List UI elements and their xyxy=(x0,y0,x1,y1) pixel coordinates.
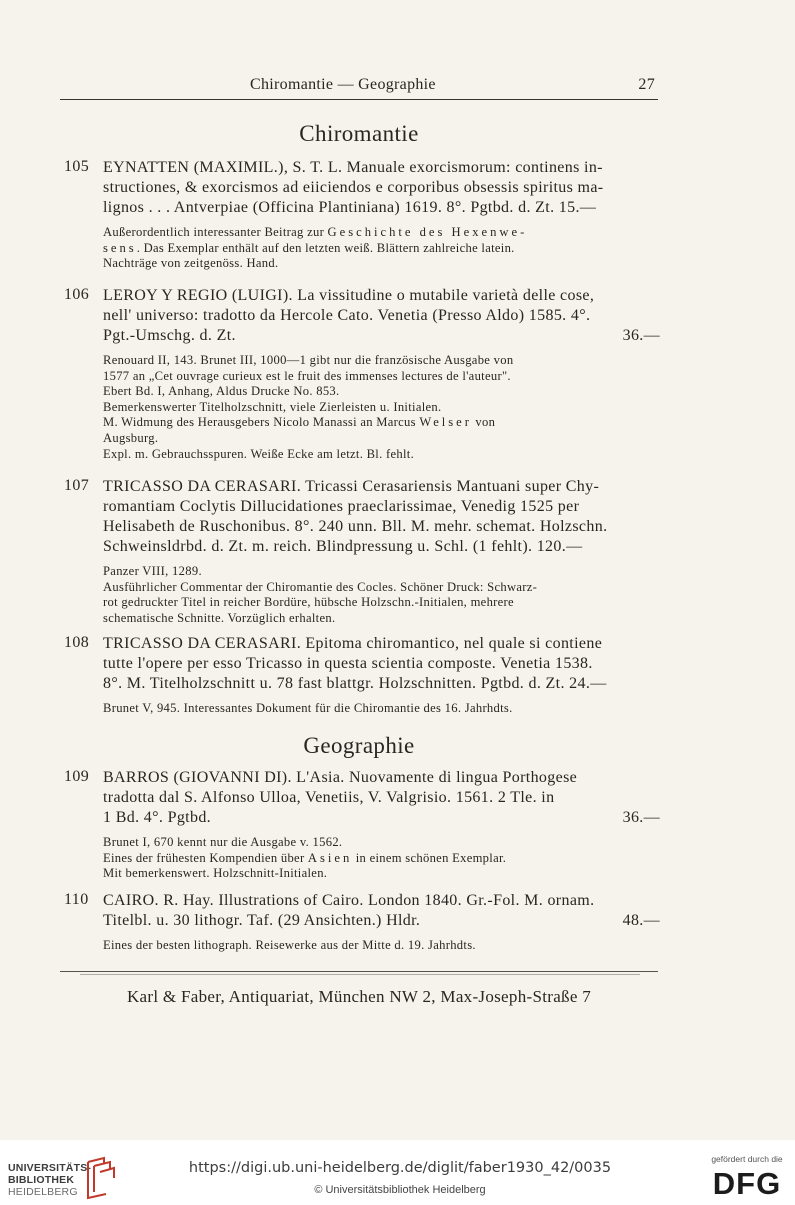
note-line xyxy=(103,369,660,385)
description-line: TRICASSO DA CERASARI. Tricassi Cerasariensis Mantuani super Chy- xyxy=(103,478,600,495)
section-title-chiromantie: Chiromantie xyxy=(299,121,419,146)
note-line xyxy=(103,447,660,463)
note-line xyxy=(103,225,660,241)
note-text: Brunet V, 945. Interessantes Dokument für die Chiromantie des 16. Jahrhdts. xyxy=(103,701,513,715)
note-text: in einem schönen Exemplar. xyxy=(352,850,507,865)
page-header xyxy=(60,76,655,98)
note-text: Außerordentlich interessanter Beitrag zur xyxy=(103,225,328,239)
note-line xyxy=(103,611,660,627)
note-line xyxy=(103,384,660,400)
permalink-url[interactable]: https://digi.ub.uni-heidelberg.de/diglit/faber1930_42/0035 xyxy=(188,1160,612,1176)
note-spaced-text: Asien xyxy=(307,850,353,865)
description-line: structiones, & exorcismos ad eiiciendos e corporibus obsessis spiritus ma- xyxy=(103,179,604,196)
note-text: Panzer VIII, 1289. xyxy=(103,564,202,578)
note-line xyxy=(103,256,660,272)
description-line: CAIRO. R. Hay. Illustrations of Cairo. London 1840. Gr.-Fol. M. ornam. xyxy=(103,892,595,909)
dfg-logo[interactable]: DFG xyxy=(712,1166,782,1201)
entry-notes xyxy=(103,701,660,717)
section-title-geographie: Geographie xyxy=(303,733,415,758)
entry-notes xyxy=(103,225,660,272)
note-text: von xyxy=(471,415,496,430)
note-text: Nachträge von zeitgenöss. Hand. xyxy=(103,256,279,271)
note-line xyxy=(103,938,660,954)
entry-description xyxy=(103,634,660,694)
entry-price: 48.— xyxy=(622,912,660,929)
description-line: lignos . . . Antverpiae (Officina Plantiniana) 1619. 8°. Pgtbd. d. Zt. 15.— xyxy=(103,199,597,216)
entry-description xyxy=(103,158,660,218)
description-price-line xyxy=(103,911,660,931)
note-text: 1577 an „Cet ouvrage curieux est le fruit des immenses lectures de l'auteur". xyxy=(103,368,511,383)
funding-caption: gefördert durch die xyxy=(711,1154,783,1164)
note-line xyxy=(103,580,660,596)
publisher-imprint: Karl & Faber, Antiquariat, München NW 2, Max-Joseph-Straße 7 xyxy=(126,987,592,1006)
entry-notes xyxy=(103,835,660,882)
footer-rule-thin xyxy=(80,974,640,975)
note-line xyxy=(103,835,660,851)
ub-heidelberg-logo[interactable] xyxy=(8,1156,118,1200)
note-line xyxy=(103,400,660,416)
description-line: Schweinsldrbd. d. Zt. m. reich. Blindpressung u. Schl. (1 fehlt). 120.— xyxy=(103,538,583,555)
catalog-entry-109 xyxy=(64,768,660,882)
entry-description xyxy=(103,768,660,828)
entry-price: 36.— xyxy=(622,809,660,826)
entry-description xyxy=(103,286,660,346)
note-text: Ebert Bd. I, Anhang, Aldus Drucke No. 853. xyxy=(103,384,340,399)
catalog-entry-106 xyxy=(64,286,660,462)
note-text: M. Widmung des Herausgebers Nicolo Manassi an Marcus xyxy=(103,415,420,430)
note-text: Augsburg. xyxy=(103,430,159,445)
running-title: Chiromantie — Geographie xyxy=(250,76,436,93)
entry-number: 110 xyxy=(64,891,89,908)
description-line: Titelbl. u. 30 lithogr. Taf. (29 Ansichten.) Hldr. xyxy=(103,912,421,929)
copyright-notice: © Universitätsbibliothek Heidelberg xyxy=(314,1184,486,1196)
description-price-line xyxy=(103,326,660,346)
footer-rule xyxy=(60,971,658,972)
catalog-entry-105 xyxy=(64,158,660,272)
description-line: 8°. M. Titelholzschnitt u. 78 fast blattgr. Holzschnitten. Pgtbd. d. Zt. 24.— xyxy=(103,675,607,692)
note-line xyxy=(103,353,660,369)
page-number: 27 xyxy=(638,76,655,93)
entry-number: 109 xyxy=(64,768,90,785)
description-price-line xyxy=(103,808,660,828)
note-line xyxy=(103,431,660,447)
note-text: Brunet I, 670 kennt nur die Ausgabe v. 1562. xyxy=(103,835,343,849)
library-emblem-icon xyxy=(84,1156,116,1200)
note-spaced-text: Welser xyxy=(419,415,472,430)
note-line xyxy=(103,595,660,611)
note-text: rot gedruckter Titel in reicher Bordüre, hübsche Holzschn.-Initialen, mehrere xyxy=(103,595,514,610)
description-line: LEROY Y REGIO (LUIGI). La vissitudine o mutabile varietà delle cose, xyxy=(103,287,595,304)
entry-notes xyxy=(103,564,660,626)
description-line: Pgt.-Umschg. d. Zt. xyxy=(103,327,236,344)
description-line: romantiam Coclytis Dillucidationes praeclarissimae, Venedig 1525 per xyxy=(103,498,580,515)
entry-number: 105 xyxy=(64,158,90,175)
note-line xyxy=(103,851,660,867)
note-line xyxy=(103,564,660,580)
entry-number: 107 xyxy=(64,477,90,494)
description-line: BARROS (GIOVANNI DI). L'Asia. Nuovamente di lingua Porthogese xyxy=(103,769,578,786)
description-line: Helisabeth de Ruschonibus. 8°. 240 unn. Bll. M. mehr. schemat. Holzschn. xyxy=(103,518,608,535)
description-line: TRICASSO DA CERASARI. Epitoma chiromantico, nel quale si contiene xyxy=(103,635,603,652)
entry-number: 108 xyxy=(64,634,90,651)
catalog-entry-108 xyxy=(64,634,660,717)
entry-description xyxy=(103,477,660,557)
note-text: . Das Exemplar enthält auf den letzten weiß. Blättern zahlreiche latein. xyxy=(136,240,515,255)
entry-notes xyxy=(103,353,660,462)
note-text: Eines der frühesten Kompendien über xyxy=(103,850,308,865)
note-line xyxy=(103,701,660,717)
note-text: schematische Schnitte. Vorzüglich erhalten. xyxy=(103,610,336,625)
catalog-entry-110 xyxy=(64,891,660,954)
note-text: Bemerkenswerter Titelholzschnitt, viele Zierleisten u. Initialen. xyxy=(103,399,442,414)
note-text: Eines der besten lithograph. Reisewerke aus der Mitte d. 19. Jahrhdts. xyxy=(103,938,476,952)
library-name-line3: HEIDELBERG xyxy=(8,1186,78,1198)
note-text: Mit bemerkenswert. Holzschnitt-Initialen. xyxy=(103,866,328,881)
description-line: nell' universo: tradotto da Hercole Cato. Venetia (Presso Aldo) 1585. 4°. xyxy=(103,307,591,324)
entry-number: 106 xyxy=(64,286,90,303)
entry-notes xyxy=(103,938,660,954)
note-line xyxy=(103,866,660,882)
note-line xyxy=(103,241,660,257)
note-text: Renouard II, 143. Brunet III, 1000—1 gibt nur die französische Ausgabe von xyxy=(103,353,514,367)
library-name-line2: BIBLIOTHEK xyxy=(8,1174,75,1186)
description-line: EYNATTEN (MAXIMIL.), S. T. L. Manuale exorcismorum: continens in- xyxy=(103,159,603,176)
catalog-entry-107 xyxy=(64,477,660,626)
header-rule xyxy=(60,99,658,100)
note-spaced-text: Geschichte des Hexenwe- xyxy=(327,225,528,239)
library-name-line1: UNIVERSITÄTS- xyxy=(8,1162,92,1174)
description-line: 1 Bd. 4°. Pgtbd. xyxy=(103,809,212,826)
note-spaced-text: sens xyxy=(103,240,137,255)
note-text: Ausführlicher Commentar der Chiromantie des Cocles. Schöner Druck: Schwarz- xyxy=(103,579,538,594)
entry-description xyxy=(103,891,660,931)
description-line: tradotta dal S. Alfonso Ulloa, Venetiis, V. Valgrisio. 1561. 2 Tle. in xyxy=(103,789,555,806)
entry-price: 36.— xyxy=(622,327,660,344)
description-line: tutte l'opere per esso Tricasso in questa scientia composte. Venetia 1538. xyxy=(103,655,593,672)
note-text: Expl. m. Gebrauchsspuren. Weiße Ecke am letzt. Bl. fehlt. xyxy=(103,446,415,461)
note-line xyxy=(103,415,660,431)
